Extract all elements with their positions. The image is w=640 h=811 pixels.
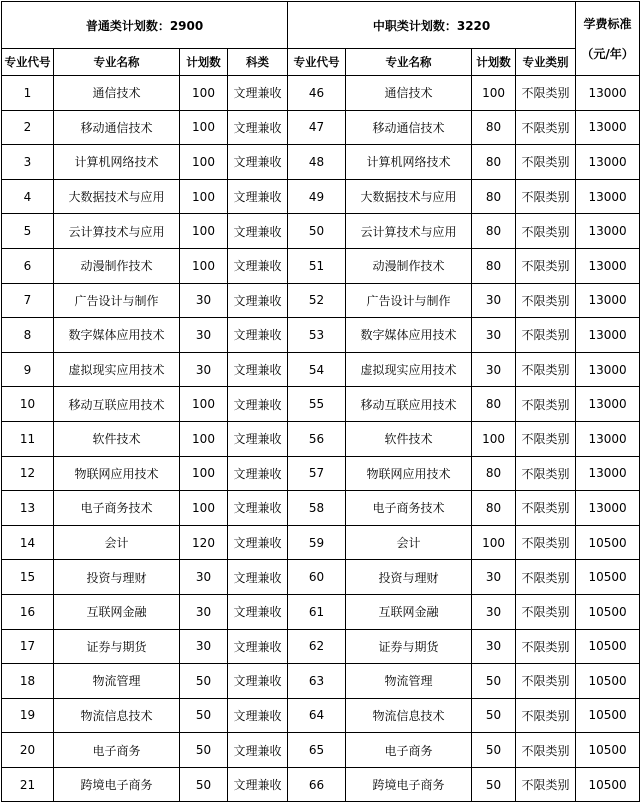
cell-code-vocational: 64 — [288, 698, 346, 733]
table-row — [2, 387, 640, 422]
cell-code-vocational: 63 — [288, 664, 346, 699]
cell-code: 3 — [2, 145, 54, 180]
cell-subject: 文理兼收 — [228, 594, 288, 629]
cell-plan: 30 — [180, 318, 228, 353]
cell-category: 不限类别 — [516, 248, 576, 283]
cell-category: 不限类别 — [516, 629, 576, 664]
cell-tuition: 13000 — [576, 214, 640, 249]
cell-major: 虚拟现实应用技术 — [54, 352, 180, 387]
cell-tuition: 10500 — [576, 733, 640, 768]
cell-plan-vocational: 100 — [472, 525, 516, 560]
cell-plan: 30 — [180, 560, 228, 595]
cell-major-vocational: 跨境电子商务 — [346, 767, 472, 802]
table-row — [2, 491, 640, 526]
col-header-major-vocational: 专业名称 — [346, 49, 472, 76]
cell-plan-vocational: 50 — [472, 733, 516, 768]
cell-category: 不限类别 — [516, 594, 576, 629]
cell-tuition: 10500 — [576, 664, 640, 699]
cell-tuition: 10500 — [576, 560, 640, 595]
cell-tuition: 10500 — [576, 698, 640, 733]
cell-category: 不限类别 — [516, 456, 576, 491]
cell-subject: 文理兼收 — [228, 525, 288, 560]
cell-code: 1 — [2, 76, 54, 111]
cell-major: 云计算技术与应用 — [54, 214, 180, 249]
cell-plan: 30 — [180, 629, 228, 664]
cell-code: 21 — [2, 767, 54, 802]
cell-category: 不限类别 — [516, 525, 576, 560]
cell-plan-vocational: 50 — [472, 664, 516, 699]
cell-category: 不限类别 — [516, 491, 576, 526]
cell-plan-vocational: 30 — [472, 318, 516, 353]
col-header-plan: 计划数 — [180, 49, 228, 76]
cell-subject: 文理兼收 — [228, 387, 288, 422]
cell-code: 17 — [2, 629, 54, 664]
table-row — [2, 76, 640, 111]
cell-category: 不限类别 — [516, 560, 576, 595]
cell-subject: 文理兼收 — [228, 283, 288, 318]
cell-tuition: 13000 — [576, 179, 640, 214]
cell-subject: 文理兼收 — [228, 214, 288, 249]
cell-code-vocational: 54 — [288, 352, 346, 387]
cell-tuition: 10500 — [576, 594, 640, 629]
cell-subject: 文理兼收 — [228, 352, 288, 387]
cell-major: 数字媒体应用技术 — [54, 318, 180, 353]
table-row — [2, 525, 640, 560]
cell-major-vocational: 计算机网络技术 — [346, 145, 472, 180]
cell-code: 18 — [2, 664, 54, 699]
cell-plan: 100 — [180, 387, 228, 422]
cell-code-vocational: 46 — [288, 76, 346, 111]
cell-tuition: 10500 — [576, 767, 640, 802]
cell-category: 不限类别 — [516, 698, 576, 733]
cell-plan: 100 — [180, 491, 228, 526]
cell-major: 广告设计与制作 — [54, 283, 180, 318]
cell-category: 不限类别 — [516, 733, 576, 768]
cell-major: 投资与理财 — [54, 560, 180, 595]
cell-major-vocational: 电子商务 — [346, 733, 472, 768]
cell-code-vocational: 50 — [288, 214, 346, 249]
cell-plan-vocational: 80 — [472, 456, 516, 491]
cell-major: 物流信息技术 — [54, 698, 180, 733]
cell-category: 不限类别 — [516, 145, 576, 180]
cell-tuition: 10500 — [576, 525, 640, 560]
table-row — [2, 318, 640, 353]
cell-major: 证券与期货 — [54, 629, 180, 664]
cell-code: 11 — [2, 421, 54, 456]
cell-plan: 30 — [180, 283, 228, 318]
cell-code: 15 — [2, 560, 54, 595]
cell-category: 不限类别 — [516, 387, 576, 422]
table-row — [2, 352, 640, 387]
table-row — [2, 698, 640, 733]
cell-major: 会计 — [54, 525, 180, 560]
column-header-row — [2, 49, 640, 76]
cell-plan: 100 — [180, 248, 228, 283]
cell-plan: 50 — [180, 664, 228, 699]
cell-code-vocational: 48 — [288, 145, 346, 180]
cell-tuition: 13000 — [576, 387, 640, 422]
cell-tuition: 13000 — [576, 421, 640, 456]
cell-subject: 文理兼收 — [228, 145, 288, 180]
cell-plan: 30 — [180, 594, 228, 629]
cell-tuition: 13000 — [576, 145, 640, 180]
table-row — [2, 560, 640, 595]
col-header-category: 专业类别 — [516, 49, 576, 76]
cell-subject: 文理兼收 — [228, 560, 288, 595]
cell-plan: 50 — [180, 767, 228, 802]
cell-major: 大数据技术与应用 — [54, 179, 180, 214]
cell-major-vocational: 物流信息技术 — [346, 698, 472, 733]
cell-category: 不限类别 — [516, 110, 576, 145]
cell-major-vocational: 物联网应用技术 — [346, 456, 472, 491]
table-row — [2, 733, 640, 768]
cell-subject: 文理兼收 — [228, 491, 288, 526]
cell-subject: 文理兼收 — [228, 110, 288, 145]
cell-major: 物流管理 — [54, 664, 180, 699]
general-plan-header: 普通类计划数：2900 — [2, 2, 288, 49]
cell-code-vocational: 66 — [288, 767, 346, 802]
cell-code-vocational: 49 — [288, 179, 346, 214]
cell-major-vocational: 大数据技术与应用 — [346, 179, 472, 214]
cell-code: 10 — [2, 387, 54, 422]
cell-code-vocational: 58 — [288, 491, 346, 526]
cell-major: 计算机网络技术 — [54, 145, 180, 180]
cell-subject: 文理兼收 — [228, 421, 288, 456]
cell-code-vocational: 47 — [288, 110, 346, 145]
cell-major-vocational: 会计 — [346, 525, 472, 560]
table-row — [2, 179, 640, 214]
cell-plan-vocational: 100 — [472, 76, 516, 111]
cell-category: 不限类别 — [516, 318, 576, 353]
cell-plan: 100 — [180, 214, 228, 249]
cell-code-vocational: 65 — [288, 733, 346, 768]
cell-plan-vocational: 80 — [472, 110, 516, 145]
cell-code: 20 — [2, 733, 54, 768]
cell-tuition: 13000 — [576, 248, 640, 283]
cell-plan: 120 — [180, 525, 228, 560]
cell-major-vocational: 互联网金融 — [346, 594, 472, 629]
cell-major-vocational: 证券与期货 — [346, 629, 472, 664]
cell-code: 6 — [2, 248, 54, 283]
tuition-header-line1: 学费标准 — [583, 16, 632, 31]
cell-plan: 100 — [180, 110, 228, 145]
cell-code-vocational: 55 — [288, 387, 346, 422]
table-row — [2, 283, 640, 318]
table-row — [2, 110, 640, 145]
col-header-subject: 科类 — [228, 49, 288, 76]
cell-plan-vocational: 30 — [472, 629, 516, 664]
cell-category: 不限类别 — [516, 179, 576, 214]
enrollment-plan-table — [1, 1, 640, 802]
cell-code: 8 — [2, 318, 54, 353]
cell-code-vocational: 57 — [288, 456, 346, 491]
table-row — [2, 629, 640, 664]
cell-major: 跨境电子商务 — [54, 767, 180, 802]
cell-major-vocational: 物流管理 — [346, 664, 472, 699]
cell-code: 12 — [2, 456, 54, 491]
cell-plan: 100 — [180, 421, 228, 456]
cell-major-vocational: 电子商务技术 — [346, 491, 472, 526]
cell-plan: 100 — [180, 179, 228, 214]
table-row — [2, 664, 640, 699]
cell-plan-vocational: 30 — [472, 594, 516, 629]
cell-subject: 文理兼收 — [228, 318, 288, 353]
col-header-plan-vocational: 计划数 — [472, 49, 516, 76]
table-row — [2, 594, 640, 629]
cell-plan: 50 — [180, 698, 228, 733]
cell-major-vocational: 动漫制作技术 — [346, 248, 472, 283]
cell-plan-vocational: 100 — [472, 421, 516, 456]
cell-plan: 100 — [180, 76, 228, 111]
table-row — [2, 248, 640, 283]
cell-subject: 文理兼收 — [228, 629, 288, 664]
cell-major-vocational: 移动通信技术 — [346, 110, 472, 145]
cell-subject: 文理兼收 — [228, 664, 288, 699]
table-row — [2, 214, 640, 249]
cell-code-vocational: 52 — [288, 283, 346, 318]
cell-code: 5 — [2, 214, 54, 249]
cell-code: 19 — [2, 698, 54, 733]
cell-category: 不限类别 — [516, 214, 576, 249]
cell-major: 电子商务 — [54, 733, 180, 768]
cell-plan-vocational: 80 — [472, 248, 516, 283]
cell-plan-vocational: 30 — [472, 352, 516, 387]
cell-major: 移动互联应用技术 — [54, 387, 180, 422]
cell-plan-vocational: 80 — [472, 214, 516, 249]
cell-major: 移动通信技术 — [54, 110, 180, 145]
cell-major-vocational: 广告设计与制作 — [346, 283, 472, 318]
cell-code: 9 — [2, 352, 54, 387]
cell-category: 不限类别 — [516, 767, 576, 802]
cell-subject: 文理兼收 — [228, 733, 288, 768]
cell-tuition: 13000 — [576, 283, 640, 318]
cell-tuition: 10500 — [576, 629, 640, 664]
cell-major: 电子商务技术 — [54, 491, 180, 526]
cell-code-vocational: 61 — [288, 594, 346, 629]
col-header-code: 专业代号 — [2, 49, 54, 76]
cell-plan-vocational: 80 — [472, 179, 516, 214]
cell-subject: 文理兼收 — [228, 76, 288, 111]
cell-tuition: 13000 — [576, 318, 640, 353]
cell-tuition: 13000 — [576, 491, 640, 526]
cell-tuition: 13000 — [576, 352, 640, 387]
col-header-major: 专业名称 — [54, 49, 180, 76]
cell-code: 2 — [2, 110, 54, 145]
col-header-code-vocational: 专业代号 — [288, 49, 346, 76]
cell-major: 物联网应用技术 — [54, 456, 180, 491]
cell-major-vocational: 虚拟现实应用技术 — [346, 352, 472, 387]
cell-plan-vocational: 30 — [472, 560, 516, 595]
cell-major-vocational: 云计算技术与应用 — [346, 214, 472, 249]
cell-category: 不限类别 — [516, 352, 576, 387]
cell-code-vocational: 60 — [288, 560, 346, 595]
cell-plan: 50 — [180, 733, 228, 768]
cell-subject: 文理兼收 — [228, 179, 288, 214]
cell-tuition: 13000 — [576, 76, 640, 111]
cell-major-vocational: 数字媒体应用技术 — [346, 318, 472, 353]
cell-category: 不限类别 — [516, 421, 576, 456]
cell-subject: 文理兼收 — [228, 767, 288, 802]
cell-major-vocational: 移动互联应用技术 — [346, 387, 472, 422]
cell-major: 软件技术 — [54, 421, 180, 456]
cell-code-vocational: 53 — [288, 318, 346, 353]
vocational-plan-header: 中职类计划数：3220 — [288, 2, 576, 49]
cell-tuition: 13000 — [576, 456, 640, 491]
cell-category: 不限类别 — [516, 76, 576, 111]
cell-subject: 文理兼收 — [228, 248, 288, 283]
cell-code-vocational: 56 — [288, 421, 346, 456]
cell-code-vocational: 59 — [288, 525, 346, 560]
cell-code: 13 — [2, 491, 54, 526]
cell-category: 不限类别 — [516, 664, 576, 699]
cell-plan-vocational: 80 — [472, 387, 516, 422]
table-row — [2, 456, 640, 491]
cell-major-vocational: 软件技术 — [346, 421, 472, 456]
cell-plan-vocational: 30 — [472, 283, 516, 318]
table-row — [2, 145, 640, 180]
cell-code: 7 — [2, 283, 54, 318]
cell-major: 动漫制作技术 — [54, 248, 180, 283]
table-body — [2, 2, 640, 802]
cell-major: 互联网金融 — [54, 594, 180, 629]
cell-tuition: 13000 — [576, 110, 640, 145]
table-row — [2, 421, 640, 456]
cell-plan-vocational: 50 — [472, 698, 516, 733]
cell-category: 不限类别 — [516, 283, 576, 318]
cell-major-vocational: 投资与理财 — [346, 560, 472, 595]
cell-plan: 100 — [180, 145, 228, 180]
cell-code-vocational: 62 — [288, 629, 346, 664]
cell-subject: 文理兼收 — [228, 698, 288, 733]
cell-plan-vocational: 80 — [472, 145, 516, 180]
cell-major: 通信技术 — [54, 76, 180, 111]
cell-code-vocational: 51 — [288, 248, 346, 283]
cell-plan: 100 — [180, 456, 228, 491]
cell-major-vocational: 通信技术 — [346, 76, 472, 111]
cell-code: 16 — [2, 594, 54, 629]
cell-code: 4 — [2, 179, 54, 214]
cell-plan-vocational: 80 — [472, 491, 516, 526]
group-header-row — [2, 2, 640, 49]
cell-subject: 文理兼收 — [228, 456, 288, 491]
table-row — [2, 767, 640, 802]
tuition-header-line2: （元/年） — [581, 46, 634, 61]
cell-plan-vocational: 50 — [472, 767, 516, 802]
tuition-header — [576, 2, 640, 76]
cell-code: 14 — [2, 525, 54, 560]
cell-plan: 30 — [180, 352, 228, 387]
